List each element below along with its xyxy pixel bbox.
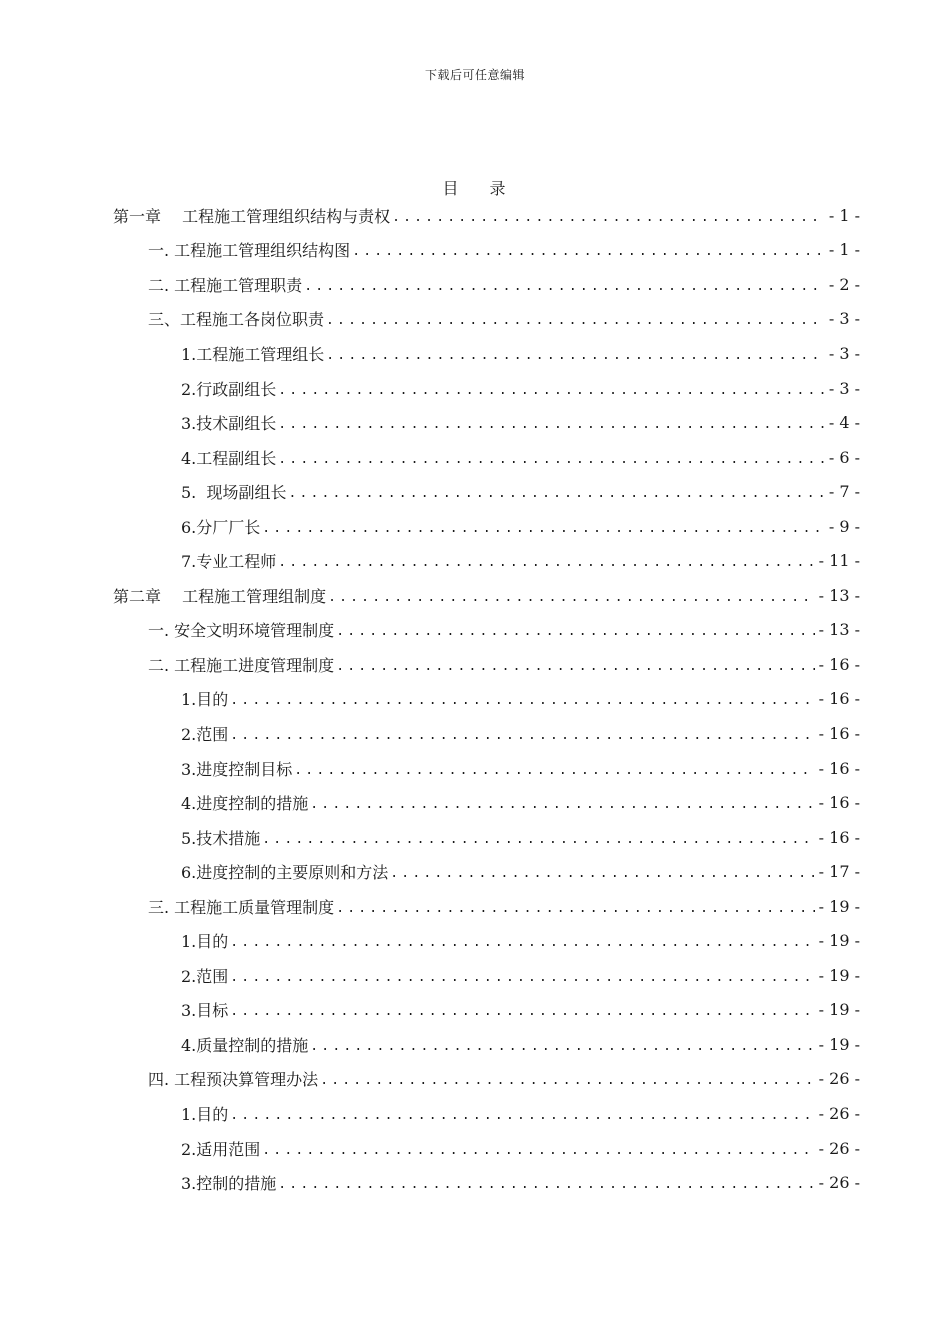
toc-entry-text: 3.控制的措施 bbox=[181, 1174, 277, 1194]
toc-entry-text: 1.目的 bbox=[181, 932, 229, 952]
toc-leader-dots bbox=[326, 309, 858, 328]
toc-entry[interactable] bbox=[0, 371, 950, 406]
toc-entry-page-number: - 16 - bbox=[815, 793, 860, 812]
toc-entry-page-number: - 19 - bbox=[815, 931, 860, 950]
toc-entry[interactable] bbox=[0, 751, 950, 786]
toc-leader-dots bbox=[262, 517, 858, 536]
toc-entry[interactable] bbox=[0, 854, 950, 889]
toc-leader-dots bbox=[310, 793, 858, 812]
toc-entry[interactable] bbox=[0, 682, 950, 717]
toc-entry[interactable] bbox=[0, 716, 950, 751]
toc-leader-dots bbox=[230, 931, 858, 950]
toc-leader-dots bbox=[278, 448, 858, 467]
toc-leader-dots bbox=[230, 1104, 858, 1123]
toc-entry[interactable] bbox=[0, 543, 950, 578]
toc-entry[interactable] bbox=[0, 1131, 950, 1166]
toc-entry[interactable] bbox=[0, 613, 950, 648]
toc-entry-page-number: - 9 - bbox=[825, 517, 860, 536]
toc-leader-dots bbox=[310, 1035, 858, 1054]
toc-entry-text: 4.工程副组长 bbox=[181, 448, 277, 468]
toc-entry-text: 2.适用范围 bbox=[181, 1139, 261, 1159]
toc-entry[interactable] bbox=[0, 923, 950, 958]
toc-entry[interactable] bbox=[0, 889, 950, 924]
table-of-contents bbox=[0, 198, 950, 1200]
toc-entry[interactable] bbox=[0, 509, 950, 544]
toc-entry[interactable] bbox=[0, 1062, 950, 1097]
toc-entry-text: 4.质量控制的措施 bbox=[181, 1035, 309, 1055]
toc-entry[interactable] bbox=[0, 785, 950, 820]
toc-leader-dots bbox=[328, 586, 858, 605]
toc-leader-dots bbox=[230, 689, 858, 708]
toc-entry-text: 三、工程施工各岗位职责 bbox=[148, 310, 325, 330]
toc-entry-page-number: - 26 - bbox=[815, 1139, 860, 1158]
toc-entry-text: 5.技术措施 bbox=[181, 828, 261, 848]
toc-leader-dots bbox=[304, 275, 858, 294]
toc-entry-page-number: - 4 - bbox=[825, 413, 860, 432]
toc-entry-page-number: - 19 - bbox=[815, 1000, 860, 1019]
toc-entry[interactable] bbox=[0, 647, 950, 682]
toc-leader-dots bbox=[352, 240, 858, 259]
toc-entry-text: 3.技术副组长 bbox=[181, 414, 277, 434]
toc-entry-page-number: - 17 - bbox=[815, 862, 860, 881]
toc-leader-dots bbox=[288, 482, 858, 501]
toc-entry-text: 一. 安全文明环境管理制度 bbox=[148, 621, 335, 641]
toc-entry-page-number: - 26 - bbox=[815, 1069, 860, 1088]
toc-entry-page-number: - 16 - bbox=[815, 759, 860, 778]
toc-entry-page-number: - 19 - bbox=[815, 897, 860, 916]
toc-entry[interactable] bbox=[0, 302, 950, 337]
toc-entry-text: 1.目的 bbox=[181, 1104, 229, 1124]
toc-leader-dots bbox=[230, 1000, 858, 1019]
toc-entry-page-number: - 1 - bbox=[825, 240, 860, 259]
toc-entry[interactable] bbox=[0, 336, 950, 371]
toc-leader-dots bbox=[230, 966, 858, 985]
toc-entry-page-number: - 16 - bbox=[815, 655, 860, 674]
toc-entry-text: 5. 现场副组长 bbox=[181, 483, 287, 503]
toc-entry-text: 3.进度控制目标 bbox=[181, 759, 293, 779]
toc-entry-text: 2.范围 bbox=[181, 966, 229, 986]
toc-entry[interactable] bbox=[0, 993, 950, 1028]
toc-entry-text: 第二章 工程施工管理组制度 bbox=[113, 586, 327, 606]
toc-leader-dots bbox=[262, 1139, 858, 1158]
toc-leader-dots bbox=[390, 862, 858, 881]
toc-leader-dots bbox=[278, 413, 858, 432]
toc-leader-dots bbox=[278, 551, 858, 570]
toc-entry-page-number: - 1 - bbox=[825, 206, 860, 225]
toc-leader-dots bbox=[392, 206, 858, 225]
toc-entry[interactable] bbox=[0, 958, 950, 993]
toc-entry-page-number: - 16 - bbox=[815, 689, 860, 708]
toc-leader-dots bbox=[278, 379, 858, 398]
toc-entry-text: 6.进度控制的主要原则和方法 bbox=[181, 863, 389, 883]
toc-entry-text: 4.进度控制的措施 bbox=[181, 794, 309, 814]
toc-entry-text: 二. 工程施工管理职责 bbox=[148, 275, 303, 295]
toc-entry-page-number: - 6 - bbox=[825, 448, 860, 467]
toc-entry-page-number: - 7 - bbox=[825, 482, 860, 501]
toc-leader-dots bbox=[278, 1173, 858, 1192]
toc-entry[interactable] bbox=[0, 474, 950, 509]
toc-entry[interactable] bbox=[0, 578, 950, 613]
toc-entry-page-number: - 16 - bbox=[815, 724, 860, 743]
toc-entry-text: 一. 工程施工管理组织结构图 bbox=[148, 241, 351, 261]
toc-entry-page-number: - 11 - bbox=[815, 551, 860, 570]
toc-leader-dots bbox=[294, 759, 858, 778]
toc-leader-dots bbox=[262, 828, 858, 847]
toc-entry-page-number: - 3 - bbox=[825, 379, 860, 398]
toc-entry-page-number: - 2 - bbox=[825, 275, 860, 294]
toc-leader-dots bbox=[336, 620, 858, 639]
toc-entry-text: 二. 工程施工进度管理制度 bbox=[148, 655, 335, 675]
toc-entry-text: 7.专业工程师 bbox=[181, 552, 277, 572]
toc-entry-page-number: - 26 - bbox=[815, 1173, 860, 1192]
toc-entry[interactable] bbox=[0, 405, 950, 440]
toc-leader-dots bbox=[230, 724, 858, 743]
toc-entry-text: 三. 工程施工质量管理制度 bbox=[148, 897, 335, 917]
toc-entry[interactable] bbox=[0, 440, 950, 475]
toc-entry-text: 3.目标 bbox=[181, 1001, 229, 1021]
toc-leader-dots bbox=[320, 1069, 858, 1088]
toc-entry[interactable] bbox=[0, 267, 950, 302]
toc-entry-page-number: - 3 - bbox=[825, 309, 860, 328]
toc-entry-text: 6.分厂厂长 bbox=[181, 517, 261, 537]
toc-leader-dots bbox=[336, 897, 858, 916]
toc-entry[interactable] bbox=[0, 1096, 950, 1131]
toc-entry-page-number: - 13 - bbox=[815, 620, 860, 639]
toc-entry[interactable] bbox=[0, 1165, 950, 1200]
toc-leader-dots bbox=[326, 344, 858, 363]
toc-entry[interactable] bbox=[0, 233, 950, 268]
page-header: 下载后可任意编辑 bbox=[424, 68, 525, 82]
toc-entry-text: 1.工程施工管理组长 bbox=[181, 344, 325, 364]
toc-entry-text: 2.范围 bbox=[181, 724, 229, 744]
toc-entry-page-number: - 26 - bbox=[815, 1104, 860, 1123]
toc-entry[interactable] bbox=[0, 1027, 950, 1062]
toc-entry-page-number: - 16 - bbox=[815, 828, 860, 847]
toc-entry[interactable] bbox=[0, 198, 950, 233]
toc-entry-page-number: - 13 - bbox=[815, 586, 860, 605]
toc-entry-text: 第一章 工程施工管理组织结构与责权 bbox=[113, 206, 391, 226]
toc-entry-text: 1.目的 bbox=[181, 690, 229, 710]
toc-entry-text: 四. 工程预决算管理办法 bbox=[148, 1070, 319, 1090]
toc-entry-page-number: - 3 - bbox=[825, 344, 860, 363]
toc-entry-page-number: - 19 - bbox=[815, 966, 860, 985]
toc-title: 目 录 bbox=[442, 179, 508, 198]
toc-entry[interactable] bbox=[0, 820, 950, 855]
toc-entry-page-number: - 19 - bbox=[815, 1035, 860, 1054]
toc-leader-dots bbox=[336, 655, 858, 674]
toc-entry-text: 2.行政副组长 bbox=[181, 379, 277, 399]
